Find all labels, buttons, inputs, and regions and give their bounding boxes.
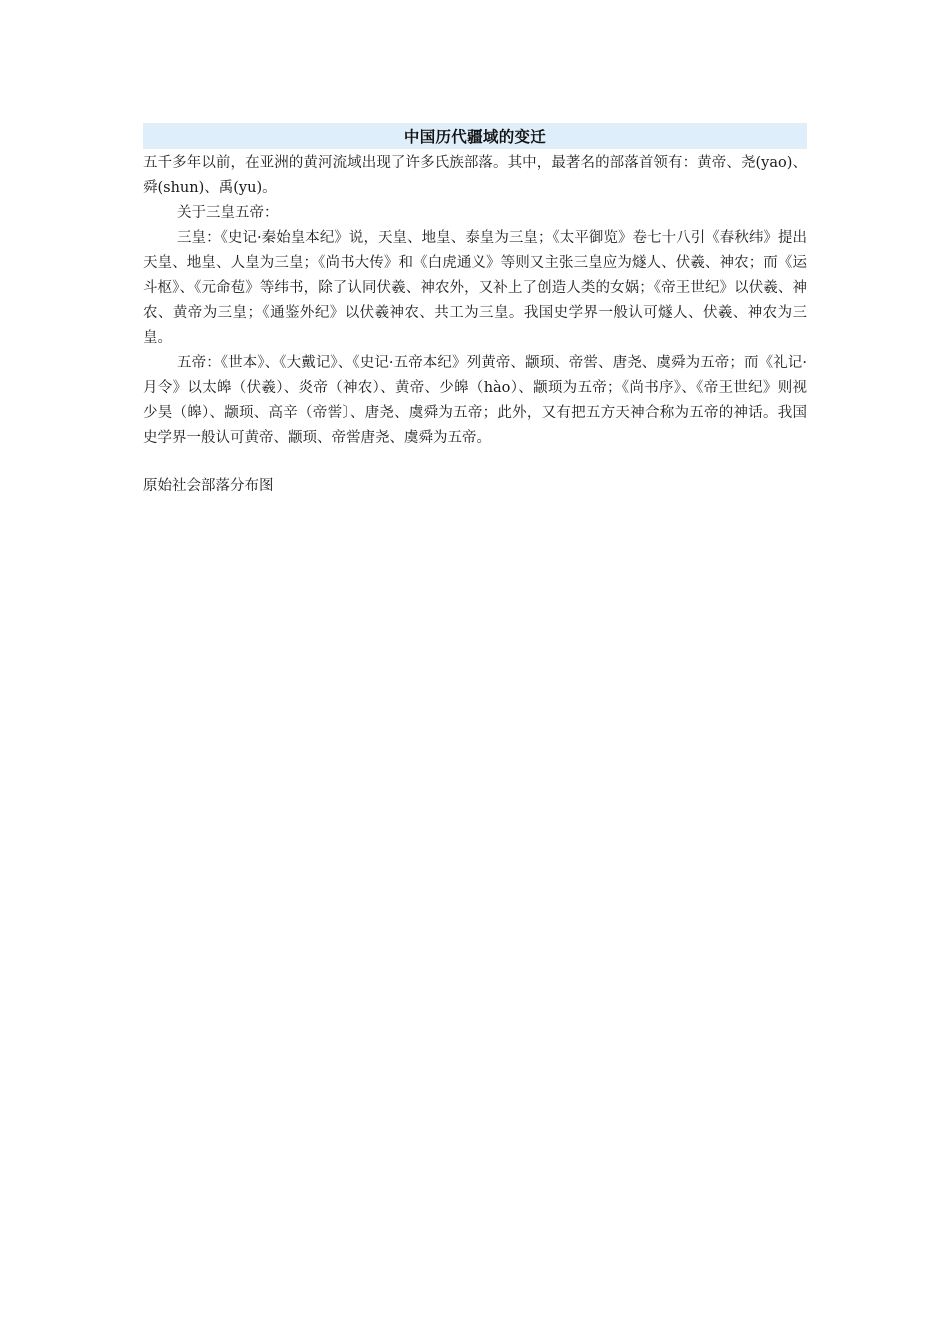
wu-di-paragraph: 五帝：《世本》、《大戴记》、《史记·五帝本纪》列黄帝、颛顼、帝喾、唐尧、虞舜为五帝；而《礼记·月令》以太皞（伏羲）、炎帝（神农）、黄帝、少皞（hào）、颛顼为五帝；《尚书序》、《帝王世纪》则视少昊（皞）、颛顼、高辛（帝喾〕、唐尧、虞舜为五帝；此外，又有把五方天神合称为五帝的神话。我国史学界一般认可黄帝、颛顼、帝喾唐尧、虞舜为五帝。	[143, 355, 807, 446]
title-banner	[143, 123, 807, 149]
document-title: 中国历代疆域的变迁	[403, 128, 547, 146]
section-heading: 关于三皇五帝：	[177, 205, 279, 221]
paragraph-spacer	[143, 451, 807, 474]
map-caption: 原始社会部落分布图	[143, 478, 274, 494]
intro-paragraph: 五千多年以前，在亚洲的黄河流域出现了许多氏族部落。其中，最著名的部落首领有：黄帝、尧(yao)、舜(shun)、禹(yu)。	[143, 155, 807, 196]
san-huang-paragraph: 三皇：《史记·秦始皇本纪》说，天皇、地皇、泰皇为三皇；《太平御览》卷七十八引《春秋纬》提出天皇、地皇、人皇为三皇；《尚书大传》和《白虎通义》等则又主张三皇应为燧人、伏羲、神农；而《运斗枢》、《元命苞》等纬书，除了认同伏羲、神农外，又补上了创造人类的女娲；《帝王世纪》以伏羲、神农、黄帝为三皇；《通鉴外纪》以伏羲神农、共工为三皇。我国史学界一般认可燧人、伏羲、神农为三皇。	[143, 230, 807, 346]
document-page	[143, 123, 807, 499]
